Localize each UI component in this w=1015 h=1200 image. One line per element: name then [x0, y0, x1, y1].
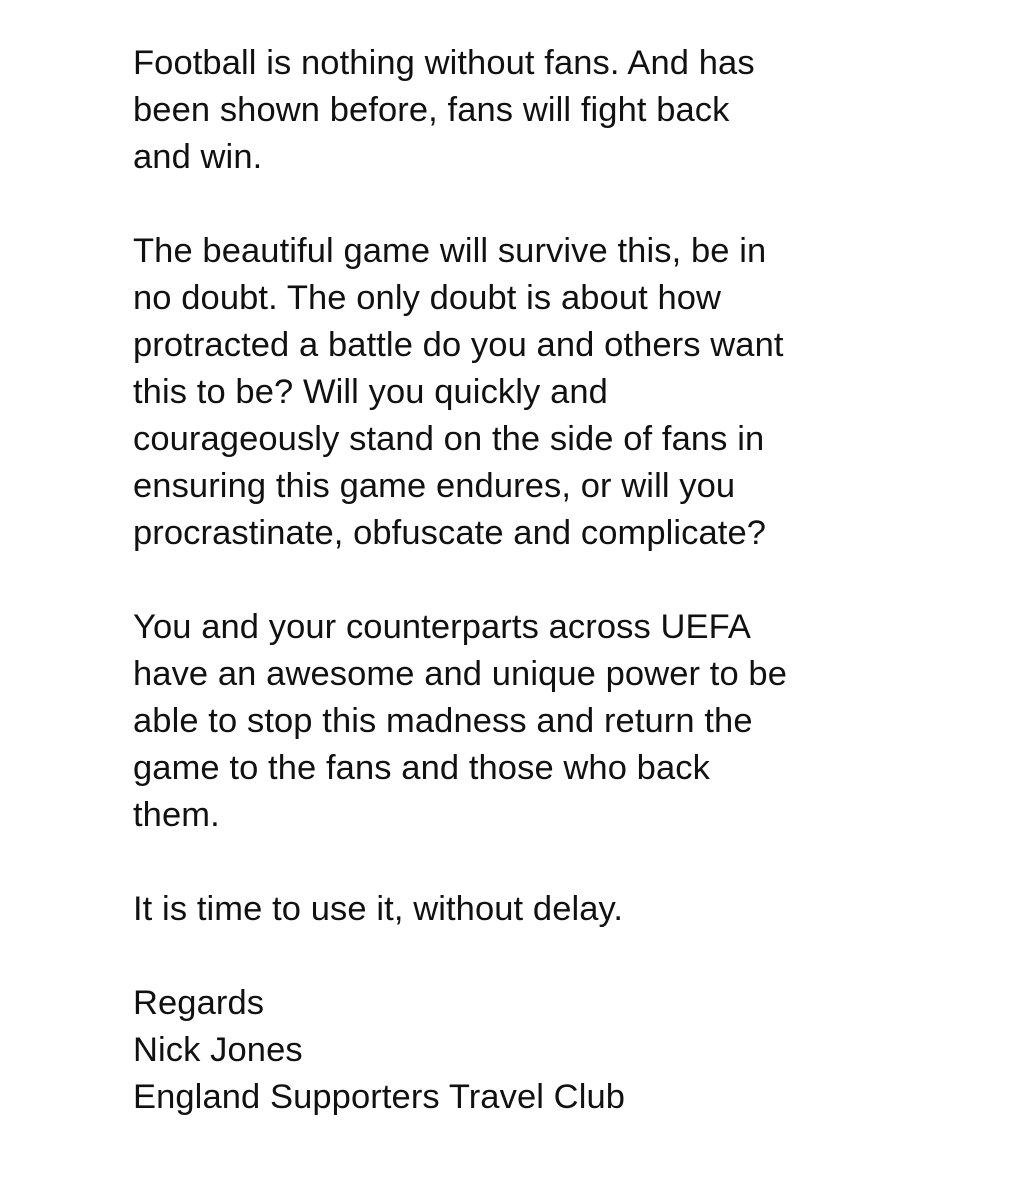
text-line: It is time to use it, without delay.: [133, 890, 624, 928]
signature-block: [133, 980, 993, 1121]
text-line: You and your counterparts across UEFA: [133, 608, 752, 646]
paragraph-3: [133, 604, 993, 839]
text-line: been shown before, fans will fight back: [133, 91, 730, 129]
text-line: this to be? Will you quickly and: [133, 373, 608, 411]
paragraph-spacer: [133, 933, 993, 980]
paragraph-1: [133, 40, 993, 181]
signature-closing: Regards: [133, 984, 265, 1022]
signature-name: Nick Jones: [133, 1031, 303, 1069]
text-line: and win.: [133, 138, 263, 176]
text-line: ensuring this game endures, or will you: [133, 467, 736, 505]
text-line: able to stop this madness and return the: [133, 702, 753, 740]
paragraph-spacer: [133, 557, 993, 604]
signature-organization: England Supporters Travel Club: [133, 1078, 626, 1116]
text-line: game to the fans and those who back: [133, 749, 710, 787]
text-line: them.: [133, 796, 220, 834]
paragraph-2: [133, 228, 993, 557]
text-line: have an awesome and unique power to be: [133, 655, 788, 693]
note-body: [133, 40, 993, 1121]
paragraph-spacer: [133, 839, 993, 886]
text-line: procrastinate, obfuscate and complicate?: [133, 514, 767, 552]
text-line: Football is nothing without fans. And has: [133, 44, 755, 82]
text-line: The beautiful game will survive this, be in: [133, 232, 767, 270]
text-line: no doubt. The only doubt is about how: [133, 279, 722, 317]
paragraph-spacer: [133, 181, 993, 228]
paragraph-4: [133, 886, 993, 933]
text-line: protracted a battle do you and others want: [133, 326, 784, 364]
text-line: courageously stand on the side of fans in: [133, 420, 765, 458]
